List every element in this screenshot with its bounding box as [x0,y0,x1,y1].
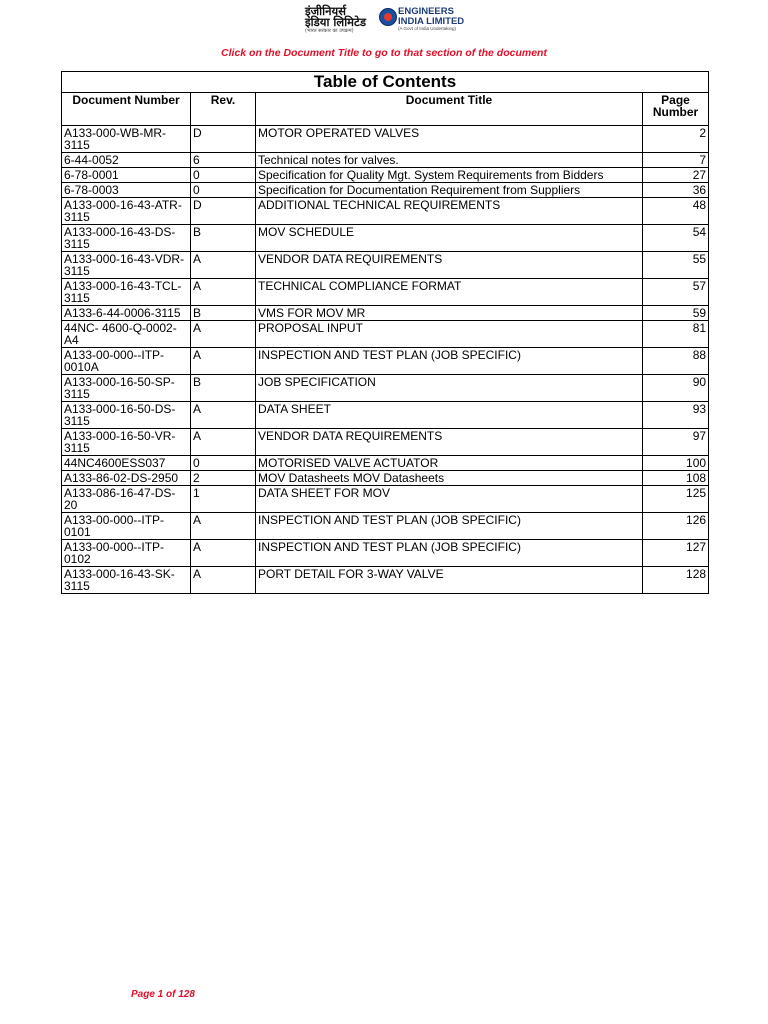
page-number-cell: 108 [643,471,709,486]
page-number-cell: 88 [643,348,709,375]
revision-cell: D [191,126,256,153]
revision-cell: 1 [191,486,256,513]
table-row[interactable] [62,306,709,321]
revision-cell: 0 [191,183,256,198]
page-number-cell: 57 [643,279,709,306]
logo-hindi-sub: (भारत सरकार का उपक्रम) [305,28,354,34]
logo-hindi-line1: इंजीनियर्स [305,4,346,18]
table-row[interactable] [62,198,709,225]
page-number-cell: 59 [643,306,709,321]
document-title-link[interactable]: MOTOR OPERATED VALVES [256,126,643,153]
table-row[interactable] [62,183,709,198]
document-number-cell: A133-000-16-50-SP-3115 [62,375,191,402]
navigation-instruction: Click on the Document Title to go to that section of the document [221,47,547,59]
logo-emblem-icon [379,8,397,26]
table-of-contents [61,71,709,594]
logo-english-line2: INDIA LIMITED [398,15,465,27]
revision-cell: A [191,567,256,594]
page-number-cell: 7 [643,153,709,168]
document-title-link[interactable]: Specification for Quality Mgt. System Requirements from Bidders [256,168,643,183]
document-title-link[interactable]: MOV SCHEDULE [256,225,643,252]
column-header-rev: Rev. [191,93,256,126]
page-number-cell: 128 [643,567,709,594]
document-title-link[interactable]: JOB SPECIFICATION [256,375,643,402]
document-title-link[interactable]: VENDOR DATA REQUIREMENTS [256,429,643,456]
document-title-link[interactable]: INSPECTION AND TEST PLAN (JOB SPECIFIC) [256,540,643,567]
logo-hindi-text [305,6,377,36]
toc-title: Table of Contents [62,72,709,93]
table-row[interactable] [62,321,709,348]
document-number-cell: A133-00-000--ITP-0102 [62,540,191,567]
company-logo [305,6,465,36]
document-title-link[interactable]: DATA SHEET [256,402,643,429]
page-number-cell: 27 [643,168,709,183]
table-row[interactable] [62,456,709,471]
document-number-cell: A133-086-16-47-DS-20 [62,486,191,513]
table-row[interactable] [62,225,709,252]
document-number-cell: A133-000-16-50-DS-3115 [62,402,191,429]
logo-hindi-line2: इंडिया लिमिटेड [305,15,367,29]
page-number-cell: 48 [643,198,709,225]
column-header-document-title: Document Title [256,93,643,126]
table-row[interactable] [62,486,709,513]
document-title-link[interactable]: PORT DETAIL FOR 3-WAY VALVE [256,567,643,594]
page-number-cell: 90 [643,375,709,402]
revision-cell: 0 [191,168,256,183]
document-number-cell: 44NC4600ESS037 [62,456,191,471]
revision-cell: B [191,375,256,402]
logo-english-text [398,7,464,32]
toc-body [62,126,709,594]
revision-cell: A [191,321,256,348]
table-row[interactable] [62,540,709,567]
table-row[interactable] [62,429,709,456]
page-number-cell: 93 [643,402,709,429]
document-number-cell: A133-000-WB-MR-3115 [62,126,191,153]
page-number-cell: 81 [643,321,709,348]
document-title-link[interactable]: Specification for Documentation Requirement from Suppliers [256,183,643,198]
document-title-link[interactable]: VENDOR DATA REQUIREMENTS [256,252,643,279]
document-title-link[interactable]: ADDITIONAL TECHNICAL REQUIREMENTS [256,198,643,225]
document-title-link[interactable]: DATA SHEET FOR MOV [256,486,643,513]
document-title-link[interactable]: VMS FOR MOV MR [256,306,643,321]
document-number-cell: A133-86-02-DS-2950 [62,471,191,486]
page-number-cell: 36 [643,183,709,198]
document-number-cell: 6-78-0003 [62,183,191,198]
page-number-cell: 54 [643,225,709,252]
document-title-link[interactable]: PROPOSAL INPUT [256,321,643,348]
document-title-link[interactable]: TECHNICAL COMPLIANCE FORMAT [256,279,643,306]
revision-cell: D [191,198,256,225]
table-row[interactable] [62,252,709,279]
document-title-link[interactable]: Technical notes for valves. [256,153,643,168]
table-row[interactable] [62,402,709,429]
document-number-cell: A133-00-000--ITP-0101 [62,513,191,540]
document-number-cell: A133-000-16-50-VR-3115 [62,429,191,456]
document-number-cell: A133-00-000--ITP-0010A [62,348,191,375]
revision-cell: A [191,402,256,429]
table-row[interactable] [62,471,709,486]
document-number-cell: A133-000-16-43-VDR-3115 [62,252,191,279]
document-title-link[interactable]: INSPECTION AND TEST PLAN (JOB SPECIFIC) [256,513,643,540]
table-row[interactable] [62,279,709,306]
table-row[interactable] [62,153,709,168]
revision-cell: 6 [191,153,256,168]
column-header-document-number: Document Number [62,93,191,126]
document-title-link[interactable]: MOV Datasheets MOV Datasheets [256,471,643,486]
table-row[interactable] [62,375,709,402]
page-number-cell: 126 [643,513,709,540]
page-number-cell: 127 [643,540,709,567]
revision-cell: 2 [191,471,256,486]
revision-cell: A [191,513,256,540]
column-header-page-number: Page Number [643,93,709,126]
logo-english-line1: ENGINEERS [398,6,454,17]
document-title-link[interactable]: MOTORISED VALVE ACTUATOR [256,456,643,471]
document-title-link[interactable]: INSPECTION AND TEST PLAN (JOB SPECIFIC) [256,348,643,375]
page-indicator: Page 1 of 128 [131,989,195,1000]
document-number-cell: A133-6-44-0006-3115 [62,306,191,321]
revision-cell: B [191,306,256,321]
table-row[interactable] [62,348,709,375]
page-number-cell: 2 [643,126,709,153]
revision-cell: A [191,429,256,456]
logo-english-sub: (A Govt of India Undertaking) [398,26,457,31]
page-number-cell: 55 [643,252,709,279]
document-number-cell: A133-000-16-43-ATR-3115 [62,198,191,225]
revision-cell: 0 [191,456,256,471]
revision-cell: A [191,540,256,567]
table-row[interactable] [62,567,709,594]
table-row[interactable] [62,126,709,153]
table-row[interactable] [62,168,709,183]
document-number-cell: 6-44-0052 [62,153,191,168]
page-number-cell: 97 [643,429,709,456]
table-row[interactable] [62,513,709,540]
revision-cell: A [191,252,256,279]
document-number-cell: A133-000-16-43-TCL-3115 [62,279,191,306]
page-number-cell: 100 [643,456,709,471]
document-number-cell: A133-000-16-43-SK-3115 [62,567,191,594]
revision-cell: B [191,225,256,252]
revision-cell: A [191,279,256,306]
page-number-cell: 125 [643,486,709,513]
document-number-cell: A133-000-16-43-DS-3115 [62,225,191,252]
document-number-cell: 6-78-0001 [62,168,191,183]
revision-cell: A [191,348,256,375]
document-number-cell: 44NC- 4600-Q-0002-A4 [62,321,191,348]
